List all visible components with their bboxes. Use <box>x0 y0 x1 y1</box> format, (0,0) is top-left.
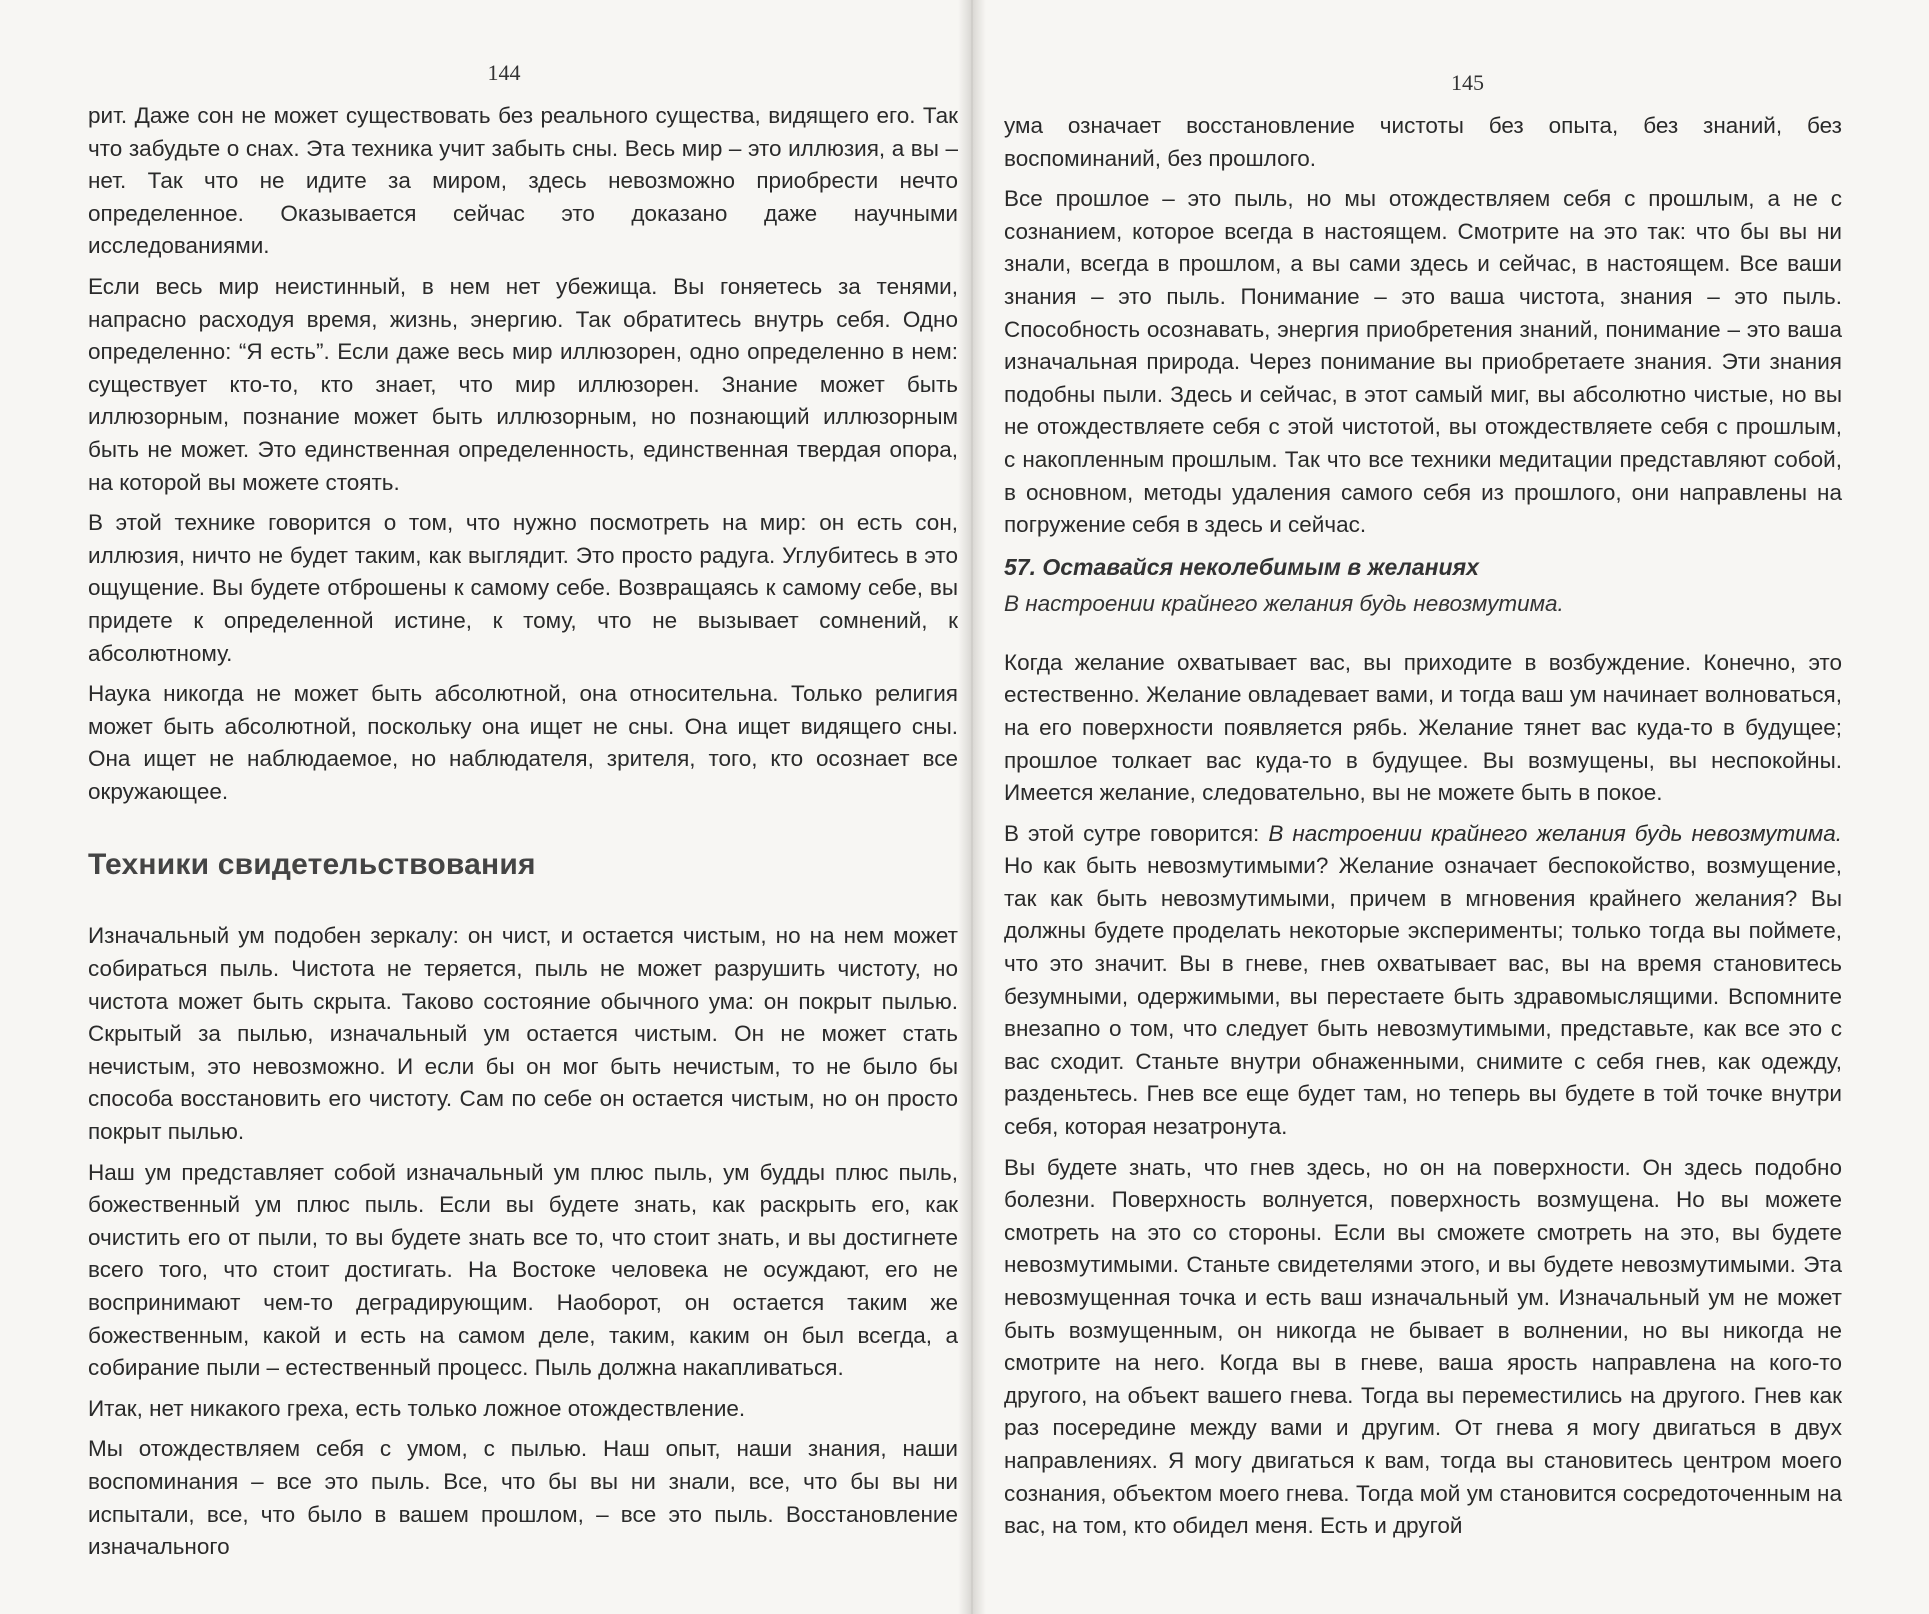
sutra-heading: 57. Оставайся неколебимым в желаниях <box>1004 553 1479 580</box>
paragraph: Итак, нет никакого греха, есть только ложное отождествление. <box>88 1395 746 1421</box>
paragraph: Изначальный ум подобен зеркалу: он чист, и остается чистым, но на нем может собираться пыль. Чистота не теряется, пыль не может разрушить чистоту, но чистота может быть скрыта. Таково состояние обычного ума: он покрыт пылью. Скрытый за пылью, изначальный ум остается чистым. Он не может стать нечистым, это невозможно. И если бы он мог быть нечистым, то не было бы способа восстановить его чистоту. Сам по себе он остается чистым, но он просто покрыт пылью. <box>88 923 958 1145</box>
sutra-quote: В настроении крайнего желания будь невозмутима. <box>1268 820 1842 846</box>
left-page <box>0 0 958 1614</box>
right-text-column <box>1004 110 1842 1543</box>
section-heading: Техники свидетельствования <box>88 848 536 882</box>
paragraph: Если весь мир неистинный, в нем нет убежища. Вы гоняетесь за тенями, напрасно расходуя время, жизнь, энергию. Так обратитесь внутрь себя. Одно определенно: “Я есть”. Если даже весь мир иллюзорен, одно определенно в нем: существует кто-то, кто знает, что мир иллюзорен. Знание может быть иллюзорным, познание может быть иллюзорным, но познающий иллюзорным быть не может. Это единственная определенность, единственная твердая опора, на которой вы можете стоять. <box>88 273 958 495</box>
page-number: 144 <box>487 60 521 85</box>
paragraph: В этой технике говорится о том, что нужно посмотреть на мир: он есть сон, иллюзия, ничто не будет таким, как выглядит. Это просто радуга. Углубитесь в это ощущение. Вы будете отброшены к самому себе. Возвращаясь к самому себе, вы придете к определенной истине, к тому, что не вызывает сомнений, к абсолютному. <box>88 510 958 666</box>
left-text-column <box>88 100 958 1564</box>
paragraph: Все прошлое – это пыль, но мы отождествляем себя с прошлым, а не с сознанием, которое всегда в настоящем. Смотрите на это так: что бы вы ни знали, всегда в прошлом, а вы сами здесь и сейчас, в настоящем. Все ваши знания – это пыль. Понимание – это ваша чистота, знания – это пыль. Способность осознавать, энергия приобретения знаний, понимание – это ваша изначальная природа. Через понимание вы приобретаете знания. Эти знания подобны пыли. Здесь и сейчас, в этот самый миг, вы абсолютно чистые, но вы не отождествляете себя с этой чистотой, вы отождествляете себя с прошлым, с накопленным прошлым. Так что все техники медитации представляют собой, в основном, методы удаления самого себя из прошлого, они направлены на погружение себя в здесь и сейчас. <box>1004 186 1842 538</box>
paragraph: Вы будете знать, что гнев здесь, но он на поверхности. Он здесь подобно болезни. Поверхность волнуется, поверхность возмущена. Но вы можете смотреть на это со стороны. Если вы сможете смотреть на это, вы будете невозмутимыми. Станьте свидетелями этого, и вы будете невозмутимыми. Эта невозмущенная точка и есть ваш изначальный ум. Изначальный ум не может быть возмущенным, он никогда не бывает в волнении, но вы никогда не смотрите на него. Когда вы в гневе, ваша ярость направлена на кого-то другого, на объект вашего гнева. Тогда вы переместились на другого. Гнев как раз посередине между вами и другим. От гнева я могу двигаться в двух направлениях. Я могу двигаться к вам, тогда вы становитесь центром моего сознания, объектом моего гнева. Тогда мой ум становится сосредоточенным на вас, на том, кто обидел меня. Есть и другой <box>1004 1154 1842 1539</box>
paragraph <box>1004 818 1842 1144</box>
paragraph: Мы отождествляем себя с умом, с пылью. Наш опыт, наши знания, наши воспоминания – все это пыль. Все, что бы вы ни знали, все, что бы вы ни испытали, все, что было в вашем прошлом, – все это пыль. Восстановление изначального <box>88 1436 958 1560</box>
paragraph: Наш ум представляет собой изначальный ум плюс пыль, ум будды плюс пыль, божественный ум плюс пыль. Если вы будете знать, как раскрыть его, как очистить его от пыли, то вы будете знать все то, что стоит знать, и вы достигнете всего того, что стоит достигать. На Востоке человека не осуждают, его не воспринимают чем-то деградирующим. Наоборот, он остается таким же божественным, какой и есть на самом деле, таким, каким он был всегда, а собирание пыли – естественный процесс. Пыль должна накапливаться. <box>88 1159 958 1381</box>
paragraph: Наука никогда не может быть абсолютной, она относительна. Только религия может быть абсолютной, поскольку она ищет не сны. Она ищет видящего сны. Она ищет не наблюдаемое, но наблюдателя, зрителя, того, кто осознает все окружающее. <box>88 681 958 804</box>
right-page <box>986 0 1929 1614</box>
book-gutter <box>958 0 986 1614</box>
paragraph-rest: Но как быть невозмутимыми? Желание означает беспокойство, возмущение, так как быть невозмутимыми, причем в мгновения крайнего желания? Вы должны будете проделать некоторые эксперименты; только тогда вы поймете, что это значит. Вы в гневе, гнев охватывает вас, вы на время становитесь безумными, одержимыми, вы перестаете быть здравомыслящими. Вспомните внезапно о том, что следует быть невозмутимыми, представьте, как все это с вас сходит. Станьте внутри обнаженными, снимите с себя гнев, как одежду, разденьтесь. Гнев все еще будет там, но теперь вы будете в той точке внутри себя, которая незатронута. <box>1004 853 1842 1140</box>
paragraph: ума означает восстановление чистоты без опыта, без знаний, без воспоминаний, без прошлого. <box>1004 113 1842 171</box>
sutra-text: В настроении крайнего желания будь невозмутима. <box>1004 590 1564 616</box>
paragraph: рит. Даже сон не может существовать без реального существа, видящего его. Так что забудьте о снах. Эта техника учит забыть сны. Весь мир – это иллюзия, а вы – нет. Так что не идите за миром, здесь невозможно приобрести нечто определенное. Оказывается сейчас это доказано даже научными исследованиями. <box>88 103 958 259</box>
paragraph: Когда желание охватывает вас, вы приходите в возбуждение. Конечно, это естественно. Желание овладевает вами, и тогда ваш ум начинает волноваться, на его поверхности появляется рябь. Желание тянет вас куда-то в будущее; прошлое толкает вас куда-то в будущее. Вы возмущены, вы неспокойны. Имеется желание, следовательно, вы не можете быть в покое. <box>1004 649 1842 806</box>
paragraph-lead: В этой сутре говорится: <box>1004 820 1269 846</box>
page-number: 145 <box>1451 70 1484 95</box>
